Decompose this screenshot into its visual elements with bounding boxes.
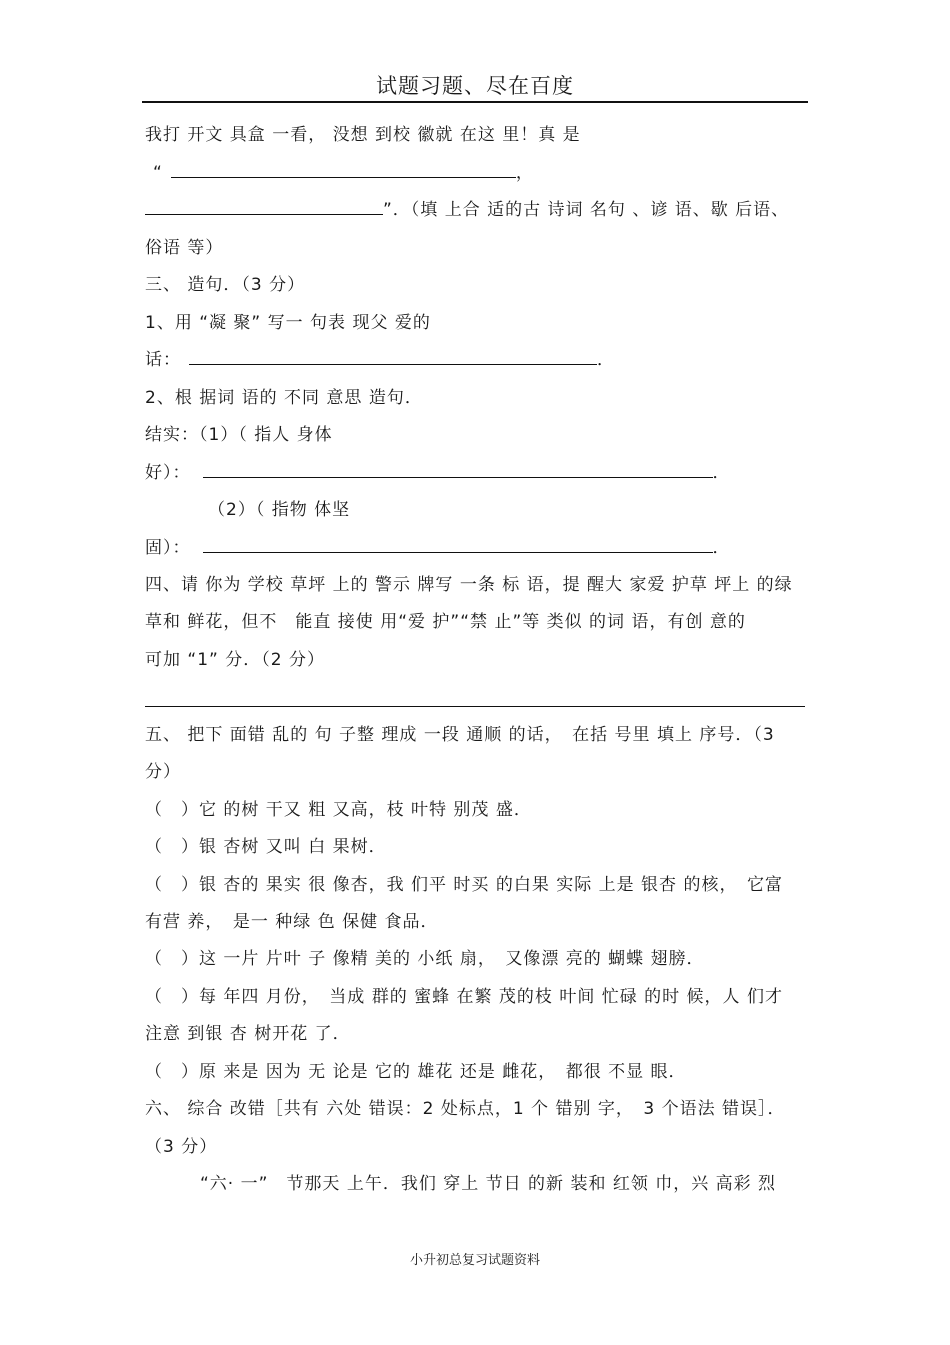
answer-blank[interactable] (171, 163, 516, 178)
section-five-line-2: 分） (145, 762, 181, 782)
period: ． (597, 350, 615, 370)
list-item: （ ）银 杏树 又叫 白 果树． (145, 837, 387, 857)
period: ． (712, 463, 731, 483)
list-item: （ ）原 来是 因为 无 论是 它的 雄花 还是 雌花， 都很 不显 眼． (145, 1062, 687, 1082)
question-3-1-answer (145, 349, 615, 371)
section-six-line-2: （3 分） (145, 1137, 218, 1157)
answer-blank[interactable] (203, 538, 713, 553)
list-item: （ ）每 年四 月份， 当成 群的 蜜蜂 在繁 茂的枝 叶间 忙碌 的时 候，人 们才 (145, 987, 783, 1007)
open-quote: “ (153, 163, 163, 183)
list-item: （ ）银 杏的 果实 很 像杏，我 们平 时买 的白果 实际 上是 银杏 的核， 它富 (145, 875, 783, 895)
slogan-answer-line[interactable] (145, 706, 805, 707)
section-three-title: 三、 造句．（3 分） (145, 275, 306, 295)
section-six-line-1: 六、 综合 改错［共有 六处 错误：2 处标点，1 个 错别 字， 3 个语法 错误］． (145, 1099, 786, 1119)
period: ． (712, 538, 731, 558)
list-item-continued: 注意 到银 杏 树开花 了． (145, 1024, 351, 1044)
text-line: 俗语 等） (145, 238, 224, 258)
answer-blank[interactable] (189, 350, 597, 365)
quote-answer-line-2 (145, 199, 789, 221)
text-line: 我打 开文 具盒 一看， 没想 到校 徽就 在这 里！真 是 (145, 125, 581, 145)
list-item: （ ）这 一片 片叶 子 像精 美的 小纸 扇， 又像漂 亮的 蝴蝶 翅膀． (145, 949, 705, 969)
question-3-1: 1、用 “凝 聚” 写一 句表 现父 爱的 (145, 313, 431, 333)
answer-prefix: 好）： (145, 463, 191, 483)
answer-blank[interactable] (203, 463, 713, 478)
page-header-title: 试题习题、尽在百度 (376, 74, 574, 98)
list-item: （ ）它 的树 干又 粗 又高，枝 叶特 别茂 盛． (145, 800, 532, 820)
section-four-line-2: 草和 鲜花，但不 能直 接使 用“爱 护”“禁 止”等 类似 的词 语，有创 意的 (145, 612, 746, 632)
comma: ， (515, 163, 534, 183)
question-3-2-part-1: 结实：（1）（ 指人 身体 (145, 425, 333, 445)
section-four-line-1: 四、请 你为 学校 草坪 上的 警示 牌写 一条 标 语，提 醒大 家爱 护草 坪上 的绿 (145, 575, 793, 595)
question-3-2-part-2-answer (145, 537, 731, 559)
answer-prefix: 话： (145, 350, 181, 370)
section-four-line-3: 可加 “1” 分．（2 分） (145, 650, 325, 670)
section-five-line-1: 五、 把下 面错 乱的 句 子整 理成 一段 通顺 的话， 在括 号里 填上 序号．（3 (145, 725, 775, 745)
quote-answer-line (153, 162, 534, 184)
instruction-text: ”．（填 上合 适的古 诗词 名句 、谚 语、歇 后语、 (383, 200, 790, 220)
section-six-passage: “六· 一” 节那天 上午．我们 穿上 节日 的新 装和 红领 巾，兴 高彩 烈 (200, 1174, 777, 1194)
header-divider (142, 101, 808, 103)
answer-blank[interactable] (145, 200, 383, 215)
question-3-2: 2、根 据词 语的 不同 意思 造句． (145, 388, 423, 408)
page-footer: 小升初总复习试题资料 (409, 1253, 540, 1268)
question-3-2-part-2: （2）（ 指物 体坚 (208, 500, 351, 520)
question-3-2-part-1-answer (145, 462, 731, 484)
list-item-continued: 有营 养， 是一 种绿 色 保健 食品． (145, 912, 439, 932)
answer-prefix: 固）： (145, 538, 191, 558)
